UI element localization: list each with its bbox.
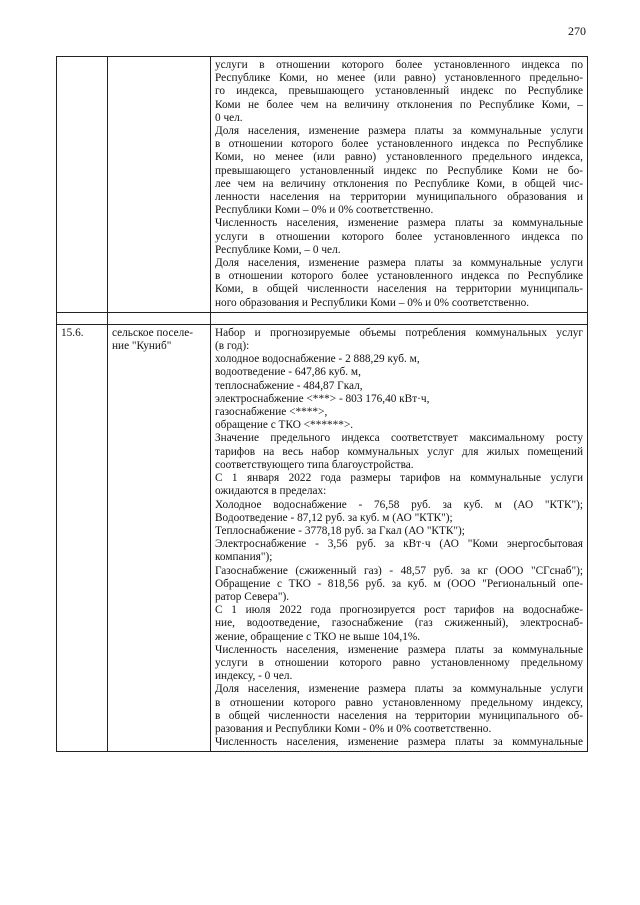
text-line: ние, водоотведение, газоснабжение (газ сжиженный), электроснаб- xyxy=(215,617,583,630)
text-line: го индекса, превышающего установленный индекс по Республике xyxy=(215,85,583,98)
text-line: Водоотведение - 87,12 руб. за куб. м (АО "КТК"); xyxy=(215,511,453,524)
text-line: (в год): xyxy=(215,340,250,353)
text-line: Коми не более чем на величину отклонения по Республике Коми, – xyxy=(215,98,583,111)
text-line: индексу, - 0 чел. xyxy=(215,670,293,683)
text-line: С 1 января 2022 года размеры тарифов на коммунальные услуги xyxy=(215,472,583,485)
text-line: Численность населения, изменение размера платы за коммунальные xyxy=(215,217,583,230)
text-line: Холодное водоснабжение - 76,58 руб. за куб. м (АО "КТК"); xyxy=(215,498,583,511)
text-line: Теплоснабжение - 3778,18 руб. за Гкал (АО "КТК"); xyxy=(215,524,465,537)
text-line: разования и Республики Коми - 0% и 0% соответственно. xyxy=(215,722,492,735)
text-line: услуги в отношении которого более установленного индекса по xyxy=(215,230,583,243)
text-line: Республике Коми, но менее (или равно) установленного предельно- xyxy=(215,72,583,85)
spacer-cell xyxy=(211,312,588,324)
text-line: Доля населения, изменение размера платы за коммунальные услуги xyxy=(215,257,583,270)
settlement-cell xyxy=(108,57,211,313)
text-line: Республике Коми, – 0 чел. xyxy=(215,243,341,256)
row-number-cell xyxy=(57,57,108,313)
spacer-cell xyxy=(108,312,211,324)
row-number-cell: 15.6. xyxy=(57,324,108,752)
text-line: холодное водоснабжение - 2 888,29 куб. м, xyxy=(215,353,420,366)
text-line: Доля населения, изменение размера платы за коммунальные услуги xyxy=(215,683,583,696)
text-line: тарифов на весь набор коммунальных услуг для жилых помещений xyxy=(215,445,583,458)
text-line: обращение с ТКО <******>. xyxy=(215,419,354,432)
text-line: 0 чел. xyxy=(215,111,243,124)
description-cell xyxy=(211,57,588,313)
text-line: электроснабжение <***> - 803 176,40 кВт·ч, xyxy=(215,392,430,405)
page-number: 270 xyxy=(568,24,586,38)
text-line: Коми, в общей численности населения на территории муниципаль- xyxy=(215,283,583,296)
settlement-line: сельское поселе- xyxy=(112,326,194,339)
settlement-cell xyxy=(108,324,211,752)
text-line: лее чем на величину отклонения по Республике Коми, в общей чис- xyxy=(215,177,583,190)
text-line: водоотведение - 647,86 куб. м, xyxy=(215,366,361,379)
text-line: в отношении которого более установленного индекса по Республике xyxy=(215,138,583,151)
text-line: компания"); xyxy=(215,551,273,564)
table-row xyxy=(57,324,588,752)
table-row xyxy=(57,57,588,313)
text-line: услуги в отношении которого равно установленному предельному xyxy=(215,656,583,669)
description-cell xyxy=(211,324,588,752)
text-line: жение, обращение с ТКО не выше 104,1%. xyxy=(215,630,421,643)
text-line: газоснабжение <****>, xyxy=(215,406,328,419)
text-line: Набор и прогнозируемые объемы потребления коммунальных услуг xyxy=(215,326,583,339)
settlement-line: ние "Куниб" xyxy=(112,340,172,353)
text-line: Численность населения, изменение размера платы за коммунальные xyxy=(215,643,583,656)
text-line: превышающего установленный индекс по Республике Коми не бо- xyxy=(215,164,583,177)
text-line: ленности населения на территории муниципального образования и xyxy=(215,191,583,204)
tariff-table xyxy=(56,56,588,752)
table-row-spacer xyxy=(57,312,588,324)
text-line: ратор Севера"). xyxy=(215,590,290,603)
text-line: Коми, но менее (или равно) установленного предельного индекса, xyxy=(215,151,583,164)
text-line: ного образования и Республики Коми – 0% и 0% соответственно. xyxy=(215,296,530,309)
text-line: Значение предельного индекса соответствует максимальному росту xyxy=(215,432,583,445)
text-line: ожидаются в пределах: xyxy=(215,485,327,498)
text-line: в отношении которого равно установленному предельному индексу, xyxy=(215,696,583,709)
text-line: услуги в отношении которого более установленного индекса по xyxy=(215,59,583,71)
text-line: Доля населения, изменение размера платы за коммунальные услуги xyxy=(215,125,583,138)
text-line: Газоснабжение (сжиженный газ) - 48,57 руб. за кг (ООО "СГснаб"); xyxy=(215,564,583,577)
text-line: в общей численности населения на территории муниципального об- xyxy=(215,709,583,722)
text-line: Обращение с ТКО - 818,56 руб. за куб. м (ООО "Региональный опе- xyxy=(215,577,583,590)
text-line: в отношении которого более установленного индекса по Республике xyxy=(215,270,583,283)
text-line: Численность населения, изменение размера платы за коммунальные xyxy=(215,736,583,749)
text-line: Электроснабжение - 3,56 руб. за кВт·ч (АО "Коми энергосбытовая xyxy=(215,538,583,551)
text-line: теплоснабжение - 484,87 Гкал, xyxy=(215,379,363,392)
text-line: соответствующего типа благоустройства. xyxy=(215,458,414,471)
text-line: С 1 июля 2022 года прогнозируется рост тарифов на водоснабже- xyxy=(215,604,583,617)
spacer-cell xyxy=(57,312,108,324)
text-line: Республики Коми – 0% и 0% соответственно. xyxy=(215,204,434,217)
